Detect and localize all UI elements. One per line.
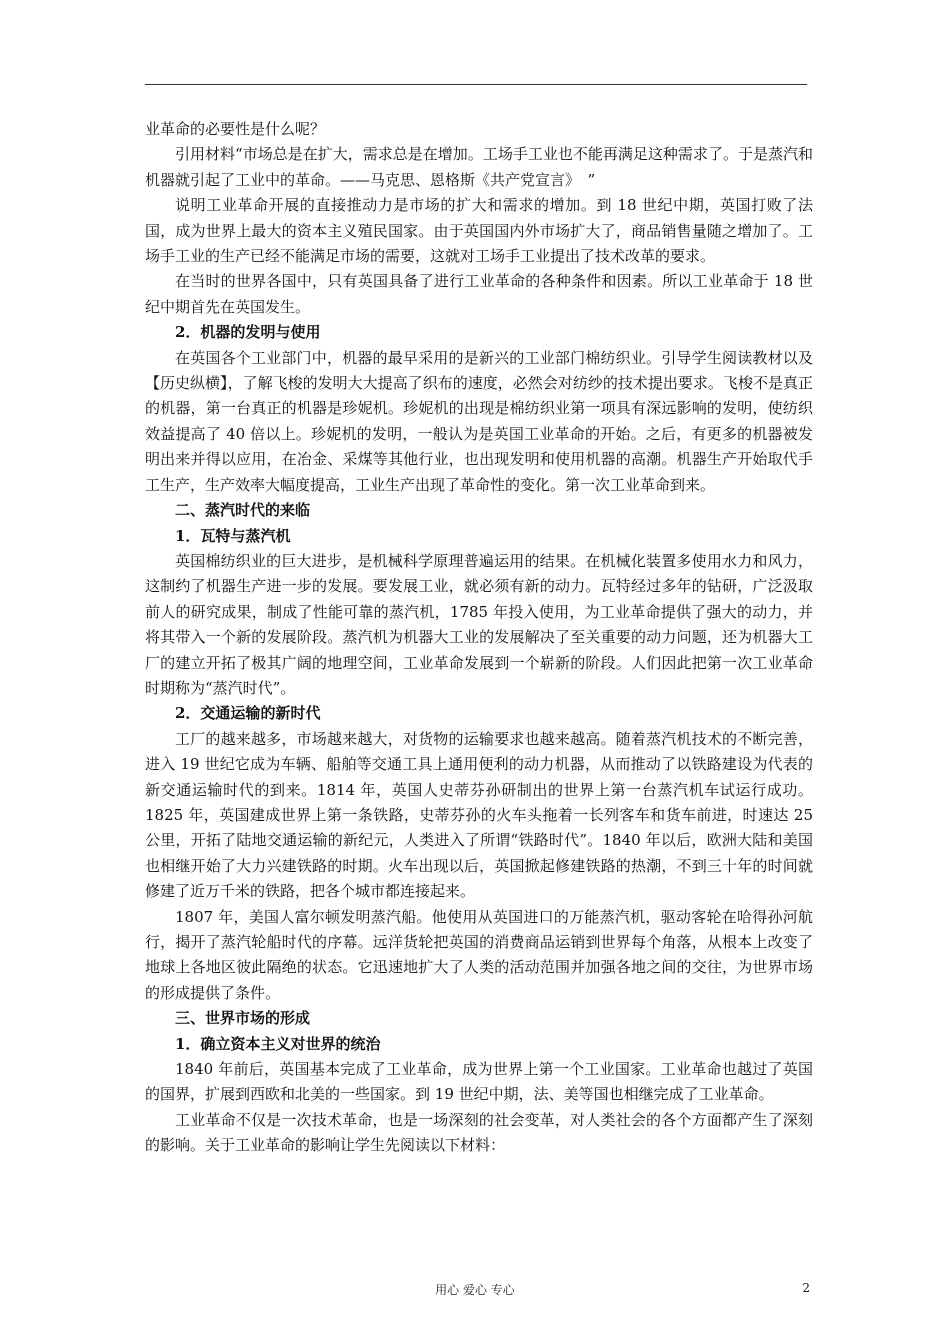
body-paragraph: 引用材料“市场总是在扩大，需求总是在增加。工场手工业也不能再满足这种需求了。于是蒸汽和机器就引起了工业中的革命。——马克思、恩格斯《共产党宣言》 ” <box>145 145 813 189</box>
body-paragraph: 工业革命不仅是一次技术革命，也是一场深刻的社会变革，对人类社会的各个方面都产生了深刻的影响。关于工业革命的影响让学生先阅读以下材料： <box>145 1110 813 1155</box>
document-body <box>145 117 813 1159</box>
section-heading: 1．瓦特与蒸汽机 <box>175 526 291 545</box>
section-heading: 1．确立资本主义对世界的统治 <box>175 1034 381 1053</box>
body-paragraph: 1840 年前后，英国基本完成了工业革命，成为世界上第一个工业国家。工业革命也越过了英国的国界，扩展到西欧和北美的一些国家。到 19 世纪中期，法、美等国也相继完成了工业革命。 <box>145 1060 813 1104</box>
body-paragraph: 工厂的越来越多，市场越来越大，对货物的运输要求也越来越高。随着蒸汽机技术的不断完善，进入 19 世纪它成为车辆、船舶等交通工具上通用便利的动力机器，从而推动了以铁路建设为代表的新交通运输时代的到来。1814 年，英国人史蒂芬孙研制出的世界上第一台蒸汽机车试运行成功。1825 年，英国建成世界上第一条铁路，史蒂芬孙的火车头拖着一长列客车和货车前进，时速达 25 公里，开拓了陆地交通运输的新纪元，人类进入了所谓“铁路时代”。1840 年以后，欧洲大陆和美国也相继开始了大力兴建铁路的时期。火车出现以后，英国掀起修建铁路的热潮，不到三十年的时间就修建了近万千米的铁路，把各个城市都连接起来。 <box>145 729 813 901</box>
page-number: 2 <box>802 1281 810 1295</box>
body-paragraph: 英国棉纺织业的巨大进步，是机械科学原理普遍运用的结果。在机械化装置多使用水力和风力，这制约了机器生产进一步的发展。要发展工业，就必须有新的动力。瓦特经过多年的钻研，广泛汲取前人的研究成果，制成了性能可靠的蒸汽机，1785 年投入使用，为工业革命提供了强大的动力，并将其带入一个新的发展阶段。蒸汽机为机器大工业的发展解决了至关重要的动力问题，还为机器大工厂的建立开拓了极其广阔的地理空间，工业革命发展到一个崭新的阶段。人们因此把第一次工业革命时期称为“蒸汽时代”。 <box>145 551 813 697</box>
footer-motto: 用心 爱心 专心 <box>435 1283 515 1297</box>
section-heading: 二、蒸汽时代的来临 <box>175 501 311 520</box>
body-paragraph: 在英国各个工业部门中，机器的最早采用的是新兴的工业部门棉纺织业。引导学生阅读教材以及【历史纵横】，了解飞梭的发明大大提高了织布的速度，必然会对纺纱的技术提出要求。飞梭不是真正的机器，第一台真正的机器是珍妮机。珍妮机的出现是棉纺织业第一项具有深远影响的发明，使纺织效益提高了 40 倍以上。珍妮机的发明，一般认为是英国工业革命的开始。之后，有更多的机器被发明出来并得以应用，在冶金、采煤等其他行业，也出现发明和使用机器的高潮。机器生产开始取代手工生产，生产效率大幅度提高，工业生产出现了革命性的变化。第一次工业革命到来。 <box>145 348 813 494</box>
body-paragraph: 业革命的必要性是什么呢？ <box>145 120 326 138</box>
section-heading: 2．交通运输的新时代 <box>175 704 321 723</box>
body-paragraph: 在当时的世界各国中，只有英国具备了进行工业革命的各种条件和因素。所以工业革命于 18 世纪中期首先在英国发生。 <box>145 272 813 316</box>
page-footer <box>0 1281 950 1301</box>
section-heading: 三、世界市场的形成 <box>175 1009 311 1028</box>
body-paragraph: 1807 年，美国人富尔顿发明蒸汽船。他使用从英国进口的万能蒸汽机，驱动客轮在哈得孙河航行，揭开了蒸汽轮船时代的序幕。远洋货轮把英国的消费商品运销到世界每个角落，从根本上改变了地球上各地区彼此隔绝的状态。它迅速地扩大了人类的活动范围并加强各地之间的交往，为世界市场的形成提供了条件。 <box>145 907 813 1002</box>
body-paragraph: 说明工业革命开展的直接推动力是市场的扩大和需求的增加。到 18 世纪中期，英国打败了法国，成为世界上最大的资本主义殖民国家。由于英国国内外市场扩大了，商品销售量随之增加了。工场手工业的生产已经不能满足市场的需要，这就对工场手工业提出了技术改革的要求。 <box>145 196 813 266</box>
section-heading: 2．机器的发明与使用 <box>175 323 321 342</box>
header-rule <box>145 84 807 85</box>
